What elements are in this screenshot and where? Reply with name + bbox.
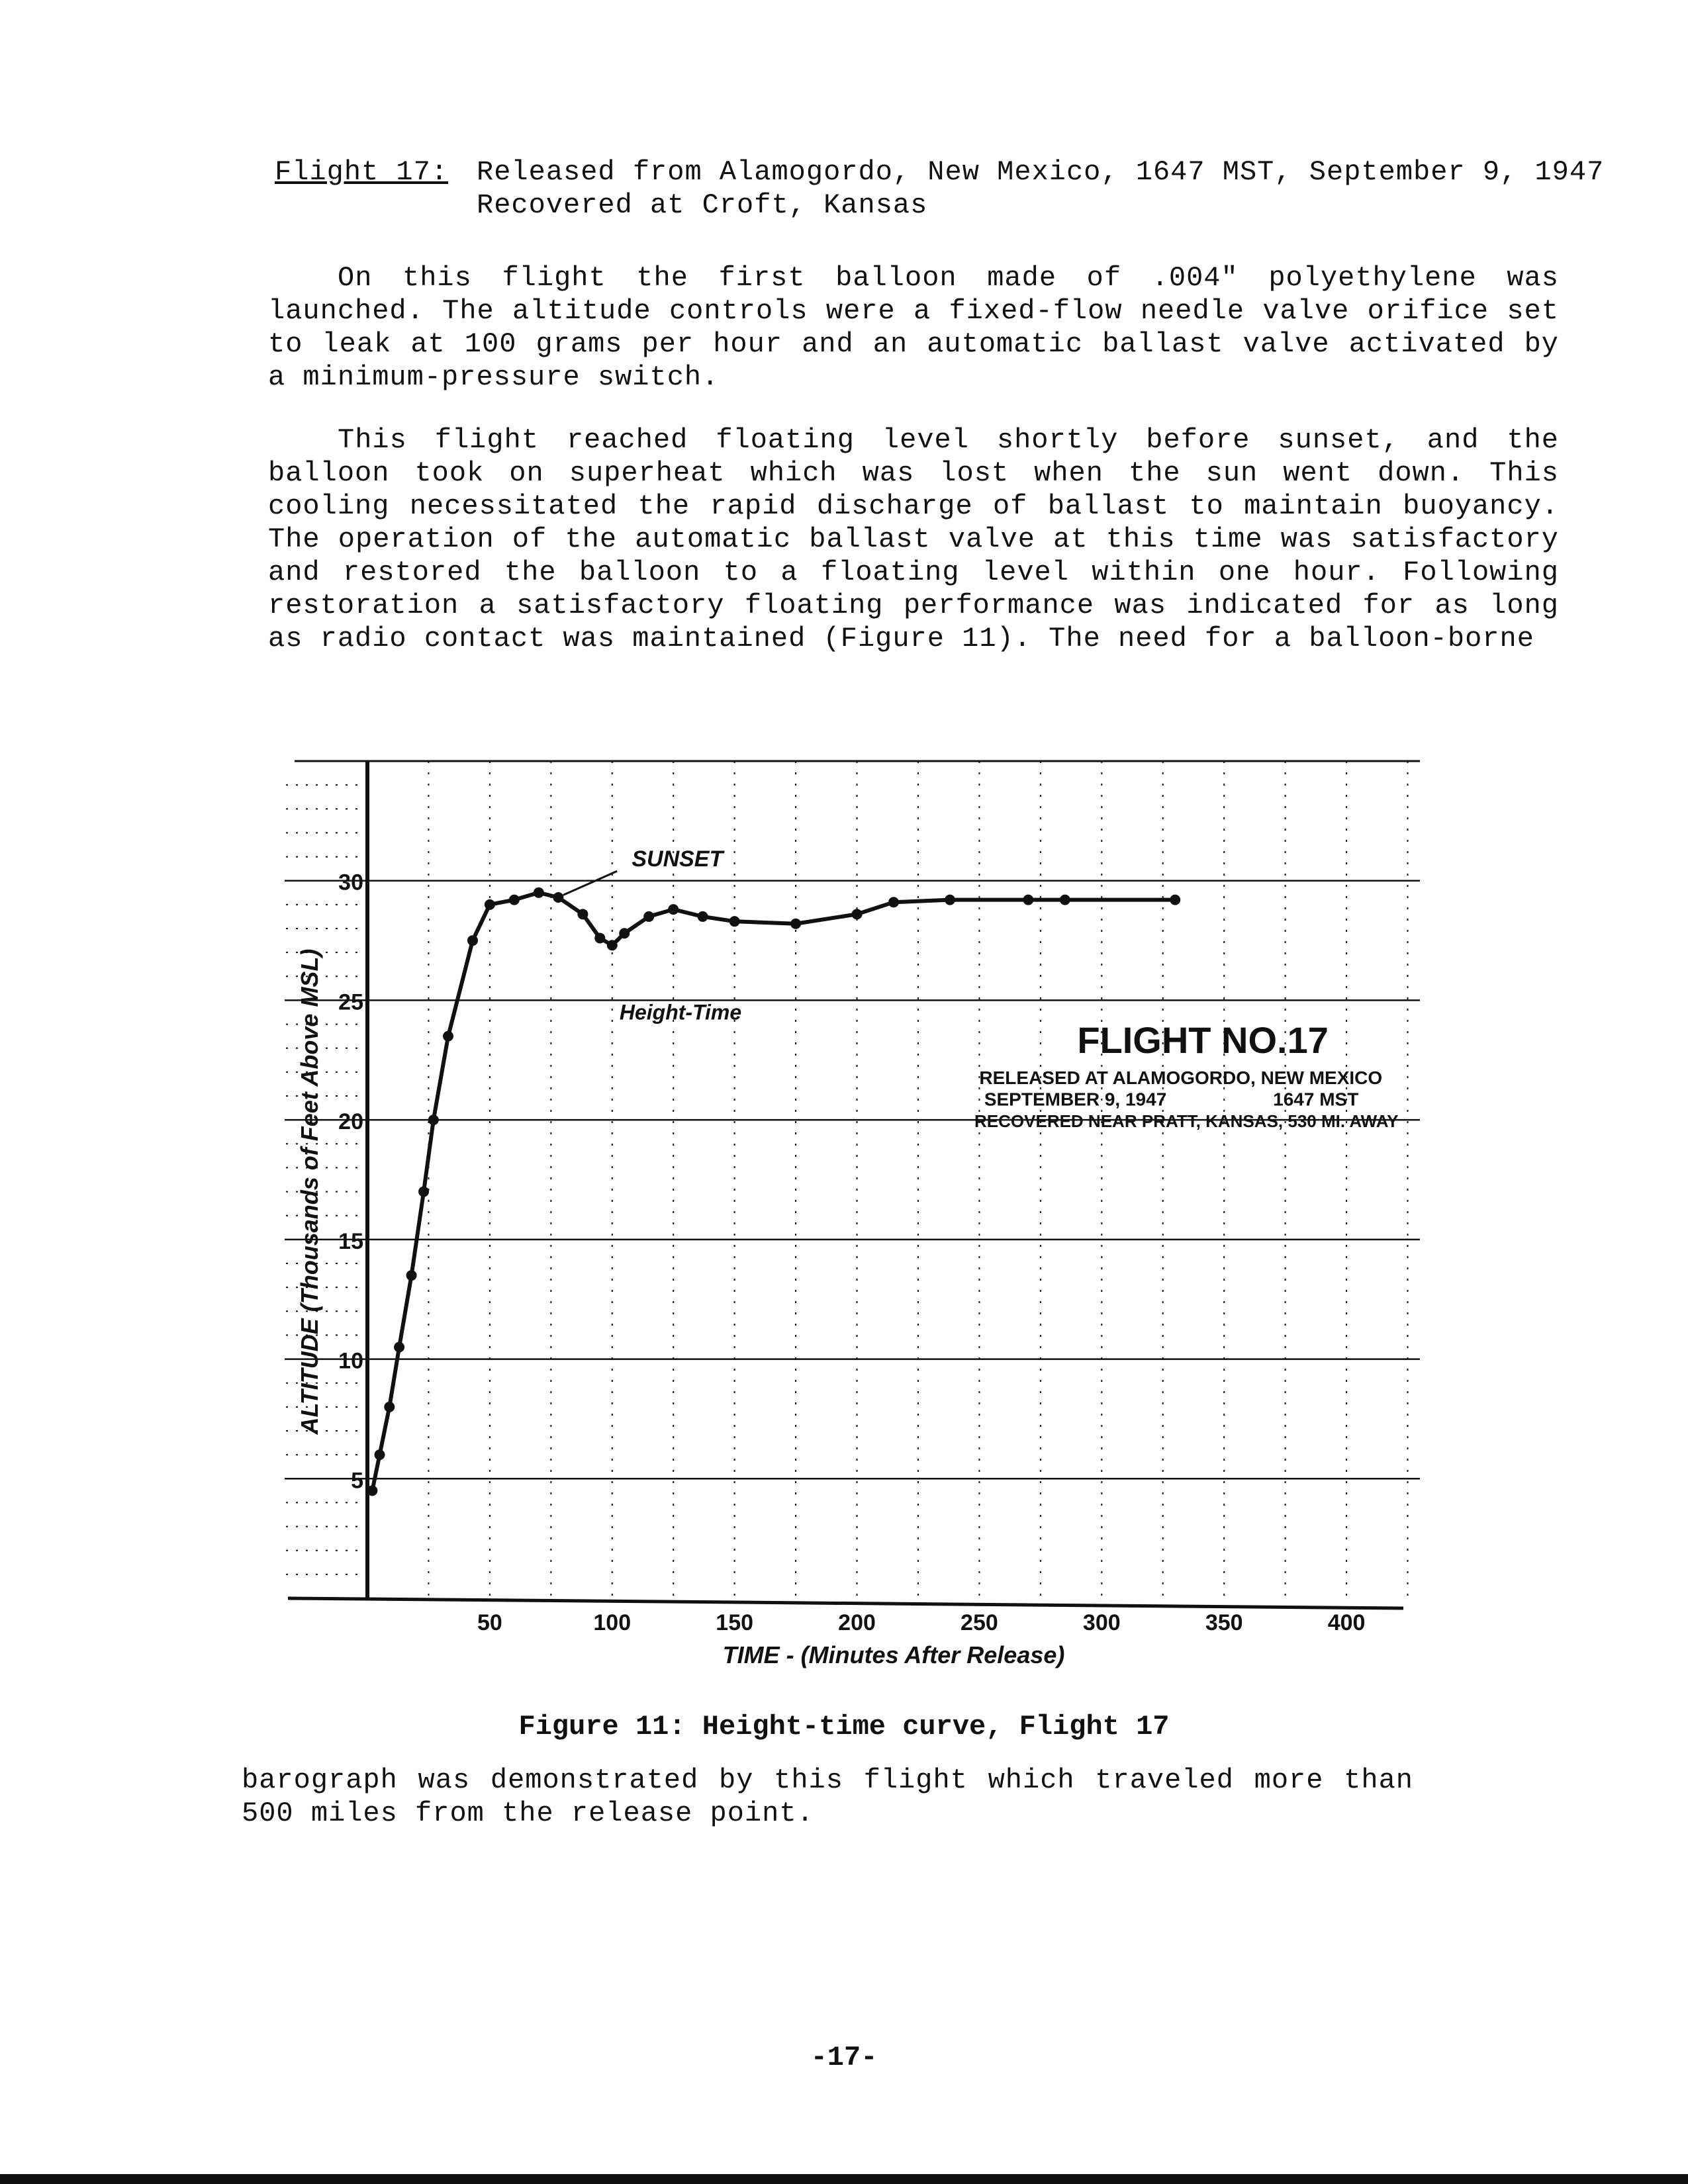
data-point bbox=[668, 904, 679, 915]
x-tick-label: 300 bbox=[1082, 1610, 1121, 1635]
data-point bbox=[619, 928, 630, 938]
page-number: -17- bbox=[810, 2042, 878, 2073]
data-point bbox=[428, 1115, 439, 1125]
sunset-arrow bbox=[563, 871, 617, 895]
data-point bbox=[406, 1270, 417, 1281]
data-point bbox=[443, 1031, 453, 1042]
paragraph-1 bbox=[268, 261, 1559, 394]
data-point bbox=[594, 933, 605, 943]
data-point bbox=[698, 911, 708, 922]
height-time-line bbox=[372, 893, 1175, 1491]
paragraph-3 bbox=[242, 1764, 1413, 1830]
x-tick-label: 50 bbox=[477, 1610, 502, 1635]
y-tick-label: 15 bbox=[338, 1228, 363, 1254]
data-point bbox=[534, 887, 544, 898]
x-tick-label: 400 bbox=[1327, 1610, 1366, 1635]
page-bottom-edge bbox=[0, 2174, 1688, 2184]
data-point bbox=[509, 895, 520, 905]
data-point bbox=[394, 1342, 404, 1353]
data-point bbox=[374, 1449, 385, 1460]
released-label: RELEASED AT ALAMOGORDO, NEW MEXICO bbox=[979, 1067, 1383, 1088]
recovered-label: RECOVERED NEAR PRATT, KANSAS, 530 MI. AWAY bbox=[974, 1111, 1399, 1131]
data-point bbox=[467, 935, 478, 946]
data-point bbox=[643, 911, 654, 922]
x-axis bbox=[288, 1598, 1403, 1608]
x-tick-label: 150 bbox=[716, 1610, 754, 1635]
data-point bbox=[367, 1485, 377, 1496]
paragraph-2 bbox=[268, 424, 1559, 655]
data-point bbox=[418, 1187, 429, 1197]
flight-title: FLIGHT NO.17 bbox=[1077, 1019, 1329, 1061]
time-label: 1647 MST bbox=[1273, 1089, 1359, 1110]
data-point bbox=[384, 1402, 395, 1412]
figure-caption: Figure 11: Height-time curve, Flight 17 bbox=[518, 1711, 1170, 1743]
x-tick-label: 250 bbox=[961, 1610, 998, 1635]
data-point bbox=[1023, 895, 1033, 905]
x-tick-label: 350 bbox=[1205, 1610, 1243, 1635]
date-label: SEPTEMBER 9, 1947 bbox=[984, 1089, 1167, 1110]
y-axis-title: ALTITUDE (Thousands of Feet Above MSL) bbox=[296, 948, 323, 1435]
recovery-line: Recovered at Croft, Kansas bbox=[477, 189, 928, 221]
data-point bbox=[790, 919, 801, 929]
x-axis-title: TIME - (Minutes After Release) bbox=[722, 1641, 1065, 1668]
data-point bbox=[852, 909, 863, 919]
curve-label: Height-Time bbox=[619, 1000, 742, 1024]
data-point bbox=[577, 909, 588, 919]
paragraph-text: barograph was demonstrated by this flight which traveled more than 500 miles from the release point. bbox=[242, 1764, 1413, 1829]
data-point bbox=[485, 899, 495, 910]
y-tick-label: 20 bbox=[338, 1109, 363, 1135]
x-tick-label: 200 bbox=[838, 1610, 876, 1635]
sunset-label: SUNSET bbox=[632, 846, 724, 872]
y-tick-label: 30 bbox=[338, 870, 363, 895]
data-point bbox=[888, 897, 899, 907]
y-tick-label: 5 bbox=[351, 1468, 363, 1494]
y-tick-label: 25 bbox=[338, 989, 363, 1015]
data-point bbox=[945, 895, 955, 905]
data-point bbox=[553, 892, 563, 903]
flight-label: Flight 17: bbox=[275, 156, 449, 188]
x-tick-label: 100 bbox=[593, 1610, 632, 1635]
data-point bbox=[729, 916, 740, 927]
data-point bbox=[1170, 895, 1180, 905]
paragraph-text: This flight reached floating level shortly before sunset, and the balloon took on superheat which was lost when the sun went down. This cooling necessitated the rapid discharge of ballast to maintain buoyancy. The operation of the automatic ballast valve at this time was satisfactory and restored the balloon to a floating level within one hour. Following restoration a satisfactory floating performance was indicated for as long as radio contact was maintained (Figure 11). The need for a balloon-borne bbox=[268, 424, 1559, 655]
height-time-chart bbox=[278, 741, 1443, 1681]
y-tick-label: 10 bbox=[338, 1348, 363, 1374]
release-line: Released from Alamogordo, New Mexico, 1647 MST, September 9, 1947 bbox=[477, 156, 1605, 188]
paragraph-text: On this flight the first balloon made of .004" polyethylene was launched. The altitude controls were a fixed-flow needle valve orifice set to leak at 100 grams per hour and an automatic ballast valve activated by a minimum-pressure switch. bbox=[268, 262, 1559, 393]
data-point bbox=[607, 940, 618, 950]
